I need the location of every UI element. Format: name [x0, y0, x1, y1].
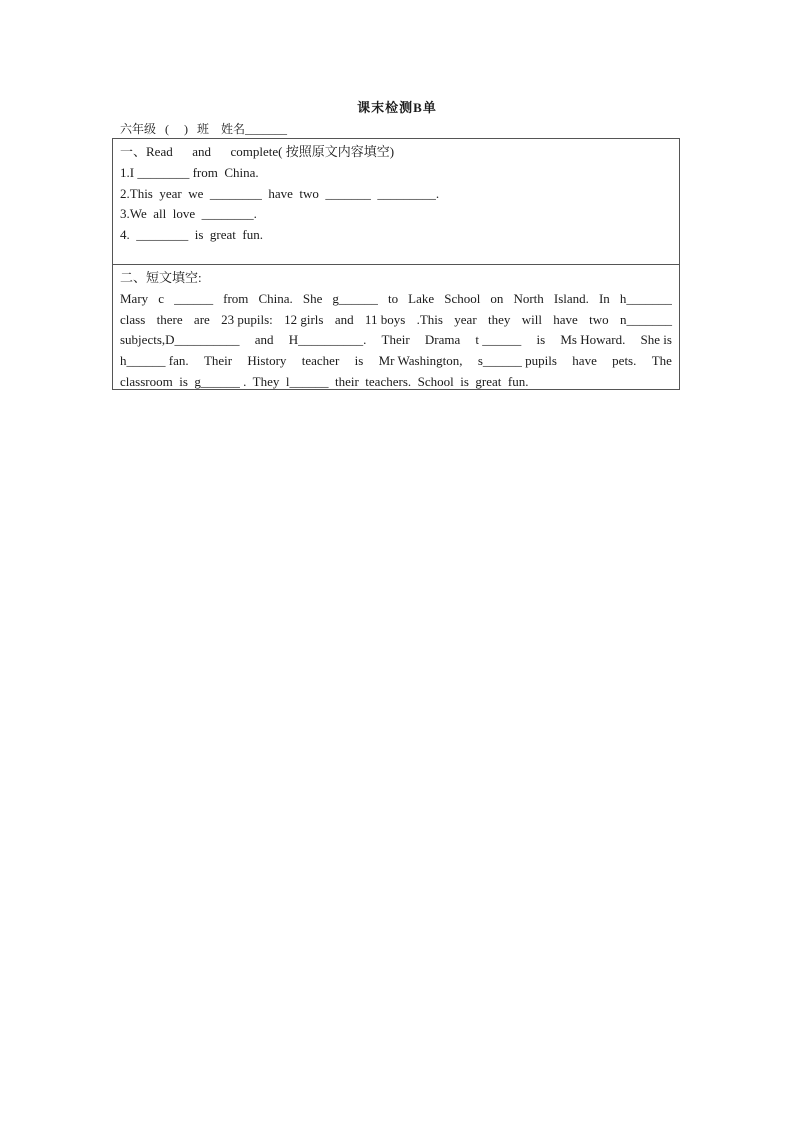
- passage-word: Island.: [553, 290, 589, 306]
- passage-word: 12 girls: [284, 311, 324, 327]
- passage-line-4: [120, 351, 672, 372]
- passage-word: North: [513, 290, 544, 306]
- passage-word: 23 pupils:: [221, 311, 273, 327]
- passage-word: are: [193, 311, 210, 327]
- passage-word: h_______: [619, 290, 672, 306]
- passage-word: to: [387, 290, 399, 306]
- passage-word: h______ fan.: [120, 353, 189, 369]
- passage-word: History: [247, 353, 287, 369]
- passage-word: 11 boys: [364, 311, 406, 327]
- student-info-line: 六年级 ( ) 班 姓名_______: [120, 122, 287, 136]
- passage-word: n_______: [619, 311, 672, 327]
- passage-word: t ______: [475, 332, 522, 348]
- passage-word: will: [521, 311, 542, 327]
- passage-word: The: [651, 353, 672, 369]
- passage-word: have: [572, 353, 597, 369]
- passage-word: .This: [416, 311, 443, 327]
- passage-word: have: [553, 311, 578, 327]
- passage-word: Mary: [120, 290, 149, 306]
- passage-word: Ms Howard.: [560, 332, 626, 348]
- passage-word: School: [444, 290, 481, 306]
- passage-word: two: [589, 311, 609, 327]
- passage-word: there: [156, 311, 183, 327]
- passage-word: g______: [332, 290, 378, 306]
- passage-word: She is: [640, 332, 672, 348]
- passage-word: teacher: [301, 353, 340, 369]
- passage-word: on: [490, 290, 504, 306]
- passage-word: and: [254, 332, 274, 348]
- passage-word: subjects,D__________: [120, 332, 240, 348]
- passage-word: s______ pupils: [477, 353, 557, 369]
- section1-item-1: 1.I ________ from China.: [120, 164, 259, 180]
- passage-word: Their: [203, 353, 233, 369]
- passage-word: from: [223, 290, 249, 306]
- passage-word: In: [598, 290, 610, 306]
- passage-line-3: [120, 330, 672, 351]
- passage-word: H__________.: [288, 332, 367, 348]
- passage-word: c: [158, 290, 165, 306]
- passage-word: Lake: [408, 290, 435, 306]
- section1-item-3: 3.We all love ________.: [120, 206, 257, 222]
- section1-heading: 一、Read and complete( 按照原文内容填空): [120, 144, 395, 159]
- passage-word: She: [302, 290, 323, 306]
- passage-word: they: [487, 311, 511, 327]
- passage-word: Their: [381, 332, 410, 348]
- section-read-and-complete: [112, 138, 680, 265]
- section1-item-4: 4. ________ is great fun.: [120, 227, 263, 243]
- passage-word: Mr Washington,: [378, 353, 463, 369]
- passage-word: Drama: [424, 332, 461, 348]
- page-title: 课末检测B单: [357, 100, 437, 115]
- passage-word: ______: [174, 290, 214, 306]
- section2-heading: 二、短文填空:: [120, 270, 202, 285]
- passage-word: and: [334, 311, 354, 327]
- passage-word: pets.: [612, 353, 637, 369]
- passage-word: class: [120, 311, 146, 327]
- passage-word: China.: [258, 290, 293, 306]
- passage-word: is: [536, 332, 546, 348]
- passage-line-2: [120, 310, 672, 331]
- passage-word: classroom is g______ . They l______ their teachers. School is great fun.: [120, 373, 529, 389]
- passage-word: is: [354, 353, 364, 369]
- section-passage-fill: [112, 264, 680, 390]
- passage-word: year: [454, 311, 477, 327]
- passage-line-5: [120, 372, 672, 393]
- section1-item-2: 2.This year we ________ have two _______ _________.: [120, 185, 440, 201]
- passage-line-1: [120, 289, 672, 310]
